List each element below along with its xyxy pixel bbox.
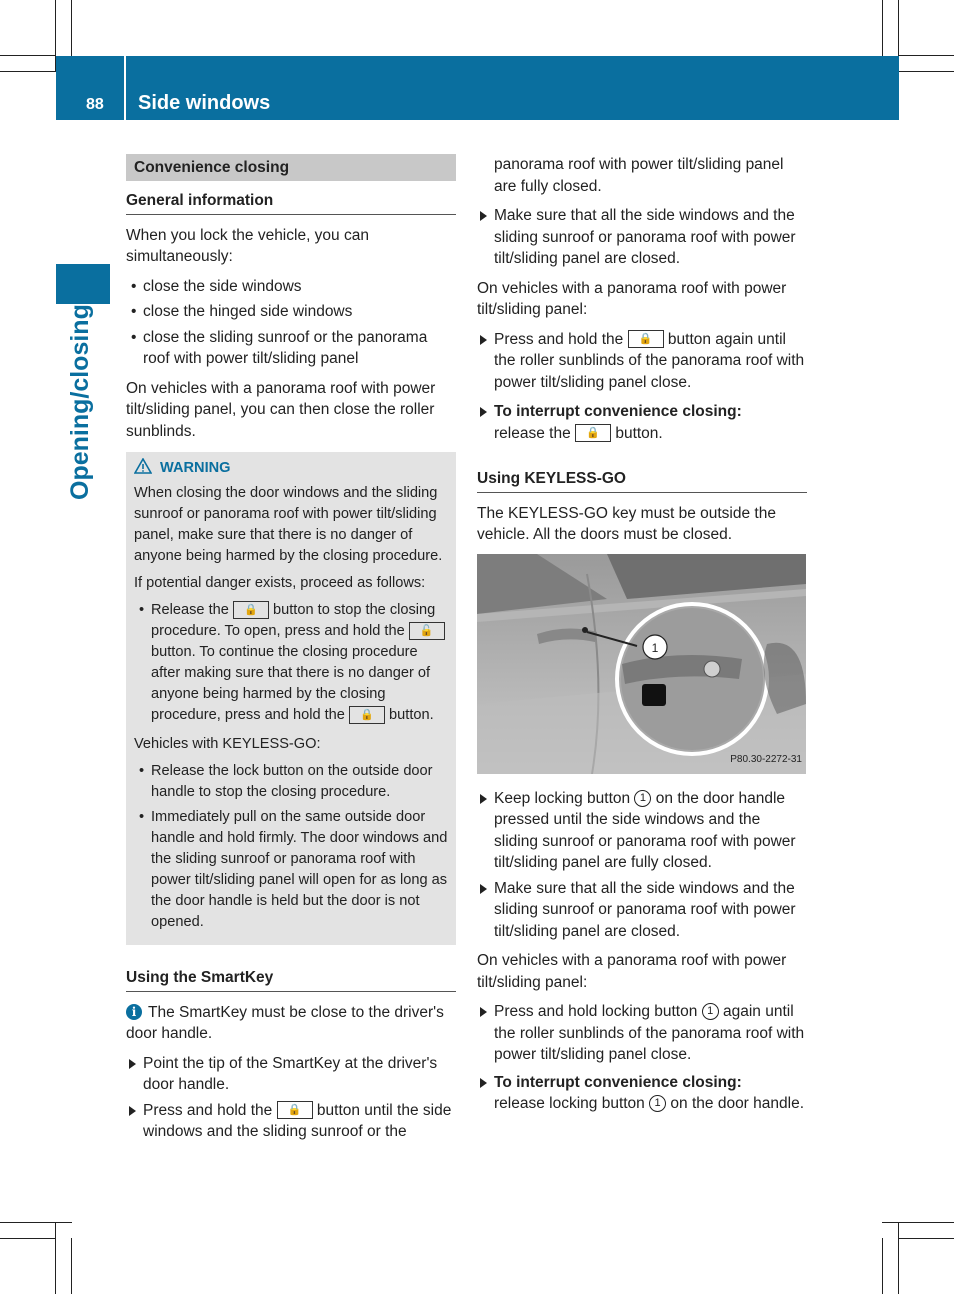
subsection-heading: General information <box>126 190 456 215</box>
crop-mark <box>882 0 883 56</box>
panorama-note: On vehicles with a panorama roof with power tilt/sliding panel: <box>477 279 787 318</box>
panorama-note: On vehicles with a panorama roof with power tilt/sliding panel, you can then close the roller sunblinds. <box>126 379 436 440</box>
figure-caption: P80.30-2272-31 <box>730 754 802 765</box>
warning-keyless-label: Vehicles with KEYLESS-GO: <box>134 736 321 752</box>
warning-box <box>126 452 456 945</box>
page-number: 88 <box>86 96 104 113</box>
info-note: i The SmartKey must be close to the driver's door handle. <box>126 1003 444 1042</box>
bullet-list <box>126 276 456 370</box>
lock-closed-icon: 🔒 <box>277 1101 313 1119</box>
panorama-note: On vehicles with a panorama roof with power tilt/sliding panel: <box>477 952 787 991</box>
step-item: Make sure that all the side windows and the sliding sunroof or panorama roof with power tilt/sliding panel are closed. <box>477 205 807 270</box>
right-column <box>477 154 807 1123</box>
crop-mark <box>0 55 56 56</box>
lock-open-icon: 🔓 <box>409 622 445 640</box>
step-list <box>126 1053 456 1143</box>
step-item: Press and hold the 🔒 button until the side windows and the sliding sunroof or the <box>126 1100 456 1143</box>
warning-if-danger: If potential danger exists, proceed as follows: <box>134 575 426 591</box>
subsection-heading: Using the SmartKey <box>126 967 456 992</box>
list-item: • close the sliding sunroof or the panorama roof with power tilt/sliding panel <box>126 327 456 370</box>
list-item: • Release the 🔒 button to stop the closing procedure. To open, press and hold the 🔓 button. To continue the closing procedure after making sure that there is no danger of anyone being harmed by the closing procedure, press and hold the 🔒 button. <box>134 600 448 726</box>
left-column <box>126 154 456 1151</box>
callout-1-icon: 1 <box>702 1003 719 1020</box>
section-heading: Convenience closing <box>126 154 456 181</box>
subsection-heading: Using KEYLESS-GO <box>477 468 807 493</box>
page-title: Side windows <box>138 92 271 114</box>
crop-mark <box>55 1222 56 1294</box>
crop-mark <box>882 1238 883 1294</box>
step-item: Point the tip of the SmartKey at the driver's door handle. <box>126 1053 456 1096</box>
step-list <box>477 205 807 270</box>
warning-heading <box>134 458 448 479</box>
section-side-title: Opening/closing <box>66 304 94 500</box>
continued-text: panorama roof with power tilt/sliding panel are fully closed. <box>494 156 784 195</box>
step-list <box>477 329 807 445</box>
step-list <box>477 788 807 943</box>
step-item: Press and hold locking button 1 again until the roller sunblinds of the panorama roof with power tilt/sliding panel close. <box>477 1001 807 1066</box>
warning-triangle-icon <box>134 458 152 474</box>
step-item: Keep locking button 1 on the door handle pressed until the side windows and the sliding sunroof or panorama roof with power tilt/sliding panel are fully closed. <box>477 788 807 874</box>
crop-mark <box>882 1222 954 1223</box>
warning-text: When closing the door windows and the sliding sunroof or panorama roof with power tilt/sliding panel, make sure that there is no danger of anyone being harmed by the closing procedure. <box>134 485 443 564</box>
lock-closed-icon: 🔒 <box>349 706 385 724</box>
step-item: Press and hold the 🔒 button again until the roller sunblinds of the panorama roof with power tilt/sliding panel close. <box>477 329 807 394</box>
door-handle-illustration <box>477 554 806 774</box>
callout-1-icon: 1 <box>634 790 651 807</box>
crop-mark <box>71 1238 72 1294</box>
intro-text: When you lock the vehicle, you can simultaneously: <box>126 226 369 265</box>
crop-mark <box>898 1222 899 1294</box>
list-item: • Immediately pull on the same outside door handle and hold firmly. The door windows and the sliding sunroof or panorama roof with power tilt/sliding panel will open for as long as the door handle is held but the door is not opened. <box>134 807 448 933</box>
list-item: • Release the lock button on the outside door handle to stop the closing procedure. <box>134 761 448 803</box>
list-item: • close the hinged side windows <box>126 301 456 323</box>
step-item: To interrupt convenience closing: release locking button 1 on the door handle. <box>477 1072 807 1115</box>
callout-1-icon: 1 <box>649 1095 666 1112</box>
lock-closed-icon: 🔒 <box>233 601 269 619</box>
warning-list <box>134 600 448 726</box>
crop-mark <box>71 0 72 56</box>
step-item: Make sure that all the side windows and the sliding sunroof or panorama roof with power tilt/sliding panel are closed. <box>477 878 807 943</box>
list-item: • close the side windows <box>126 276 456 298</box>
header-divider <box>124 56 126 120</box>
figure-callout: 1 <box>651 640 659 655</box>
crop-mark <box>898 55 954 56</box>
lock-closed-icon: 🔒 <box>575 424 611 442</box>
car-door-image <box>477 554 806 774</box>
crop-mark <box>0 1238 56 1239</box>
crop-mark <box>0 1222 72 1223</box>
crop-mark <box>898 1238 954 1239</box>
info-icon: i <box>126 1004 142 1020</box>
lock-closed-icon: 🔒 <box>628 330 664 348</box>
warning-keyless-list <box>134 761 448 933</box>
warning-title: WARNING <box>160 460 231 476</box>
keyless-intro: The KEYLESS-GO key must be outside the vehicle. All the doors must be closed. <box>477 504 776 543</box>
step-item: To interrupt convenience closing: release the 🔒 button. <box>477 401 807 444</box>
step-list <box>477 1001 807 1115</box>
